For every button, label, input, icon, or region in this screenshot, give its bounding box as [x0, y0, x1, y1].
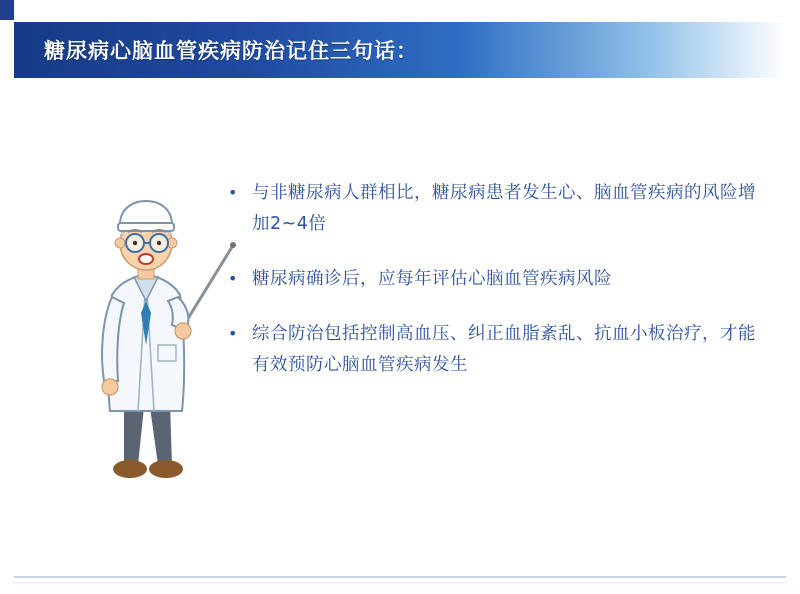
bullet-text: 与非糖尿病人群相比，糖尿病患者发生心、脑血管疾病的风险增加2~4倍	[252, 183, 756, 234]
bullet-marker-icon: •	[228, 183, 238, 202]
bullet-marker-icon: •	[228, 324, 238, 343]
footer-divider-secondary	[14, 582, 786, 583]
list-item	[228, 264, 768, 295]
bullet-list	[228, 178, 768, 405]
list-item	[228, 178, 768, 240]
slide-title-bar	[14, 22, 786, 78]
footer-divider	[14, 576, 786, 578]
corner-accent-bar	[0, 0, 14, 20]
list-item	[228, 319, 768, 381]
bullet-text: 综合防治包括控制高血压、纠正血脂紊乱、抗血小板治疗，才能有效预防心脑血管疾病发生	[252, 324, 756, 375]
bullet-text: 糖尿病确诊后，应每年评估心脑血管疾病风险	[252, 269, 612, 289]
bullet-marker-icon: •	[228, 269, 238, 288]
page-title: 糖尿病心脑血管疾病防治记住三句话：	[44, 39, 418, 63]
doctor-with-pointer-illustration	[80, 185, 250, 495]
